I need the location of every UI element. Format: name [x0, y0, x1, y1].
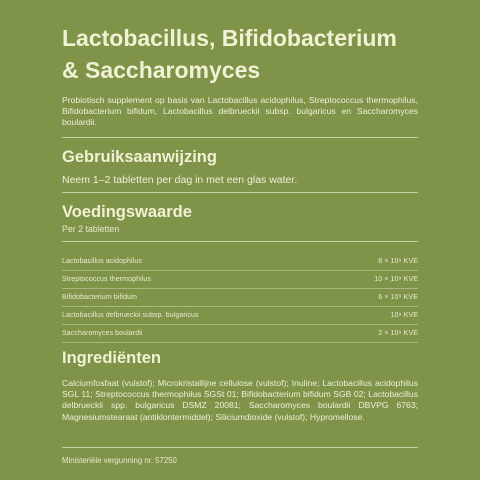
usage-heading: Gebruiksaanwijzing — [62, 148, 217, 166]
nutrient-name: Lactobacillus delbrueckii subsp. bulgaricus — [62, 312, 199, 319]
product-title-line-2: & Saccharomyces — [62, 57, 261, 83]
divider — [62, 137, 418, 138]
nutrient-name: Lactobacillus acidophilus — [62, 258, 142, 265]
nutrient-name: Bifidobacterium bifidum — [62, 294, 138, 301]
divider — [62, 241, 418, 242]
nutrient-value: 10⁹ KVE — [390, 312, 418, 319]
table-row — [62, 271, 418, 289]
nutrition-per-serving: Per 2 tabletten — [62, 224, 120, 234]
usage-text: Neem 1–2 tabletten per dag in met een glas water. — [62, 174, 298, 186]
nutrient-value: 2 × 10⁹ KVE — [378, 330, 418, 337]
nutrient-value: 6 × 10⁹ KVE — [378, 294, 418, 301]
product-title — [62, 22, 422, 86]
product-title-line-1: Lactobacillus, Bifidobacterium — [62, 25, 397, 51]
nutrient-value: 10 × 10⁹ KVE — [374, 276, 418, 283]
table-row — [62, 253, 418, 271]
nutrition-heading: Voedingswaarde — [62, 203, 192, 221]
nutrition-table — [62, 253, 418, 343]
ingredients-heading: Ingrediënten — [62, 349, 162, 367]
ingredients-text: Calciumfosfaat (vulstof); Microkristallijne cellulose (vulstof); Inuline; Lactobacillus acidophilus SGL 11; Streptococcus thermophilus SGSt 01; Bifidobacterium bifidum SGB 02; Lactobacillus delbrueckii spp. bulgaricus DSMZ 20081; Saccharomyces boulardii DBVPG 6763; Magnesiumstearaat (antiklontermiddel); Siliciumdioxide (vulstof); Hypromellose. — [62, 378, 418, 422]
license-number: Ministeriële vergunning nr. 57250 — [62, 456, 177, 465]
nutrient-name: Streptococcus thermophilus — [62, 276, 151, 283]
product-description: Probiotisch supplement op basis van Lactobacillus acidophilus, Streptococcus thermophilus, Bifidobacterium bifidum, Lactobacillus delbrueckii subsp. bulgaricus en Saccharomyces boulardii. — [62, 95, 418, 127]
nutrient-name: Saccharomyces boulardii — [62, 330, 143, 337]
divider — [62, 447, 418, 448]
divider — [62, 192, 418, 193]
table-row — [62, 307, 418, 325]
table-row — [62, 289, 418, 307]
nutrient-value: 8 × 10⁹ KVE — [378, 258, 418, 265]
table-row — [62, 325, 418, 343]
